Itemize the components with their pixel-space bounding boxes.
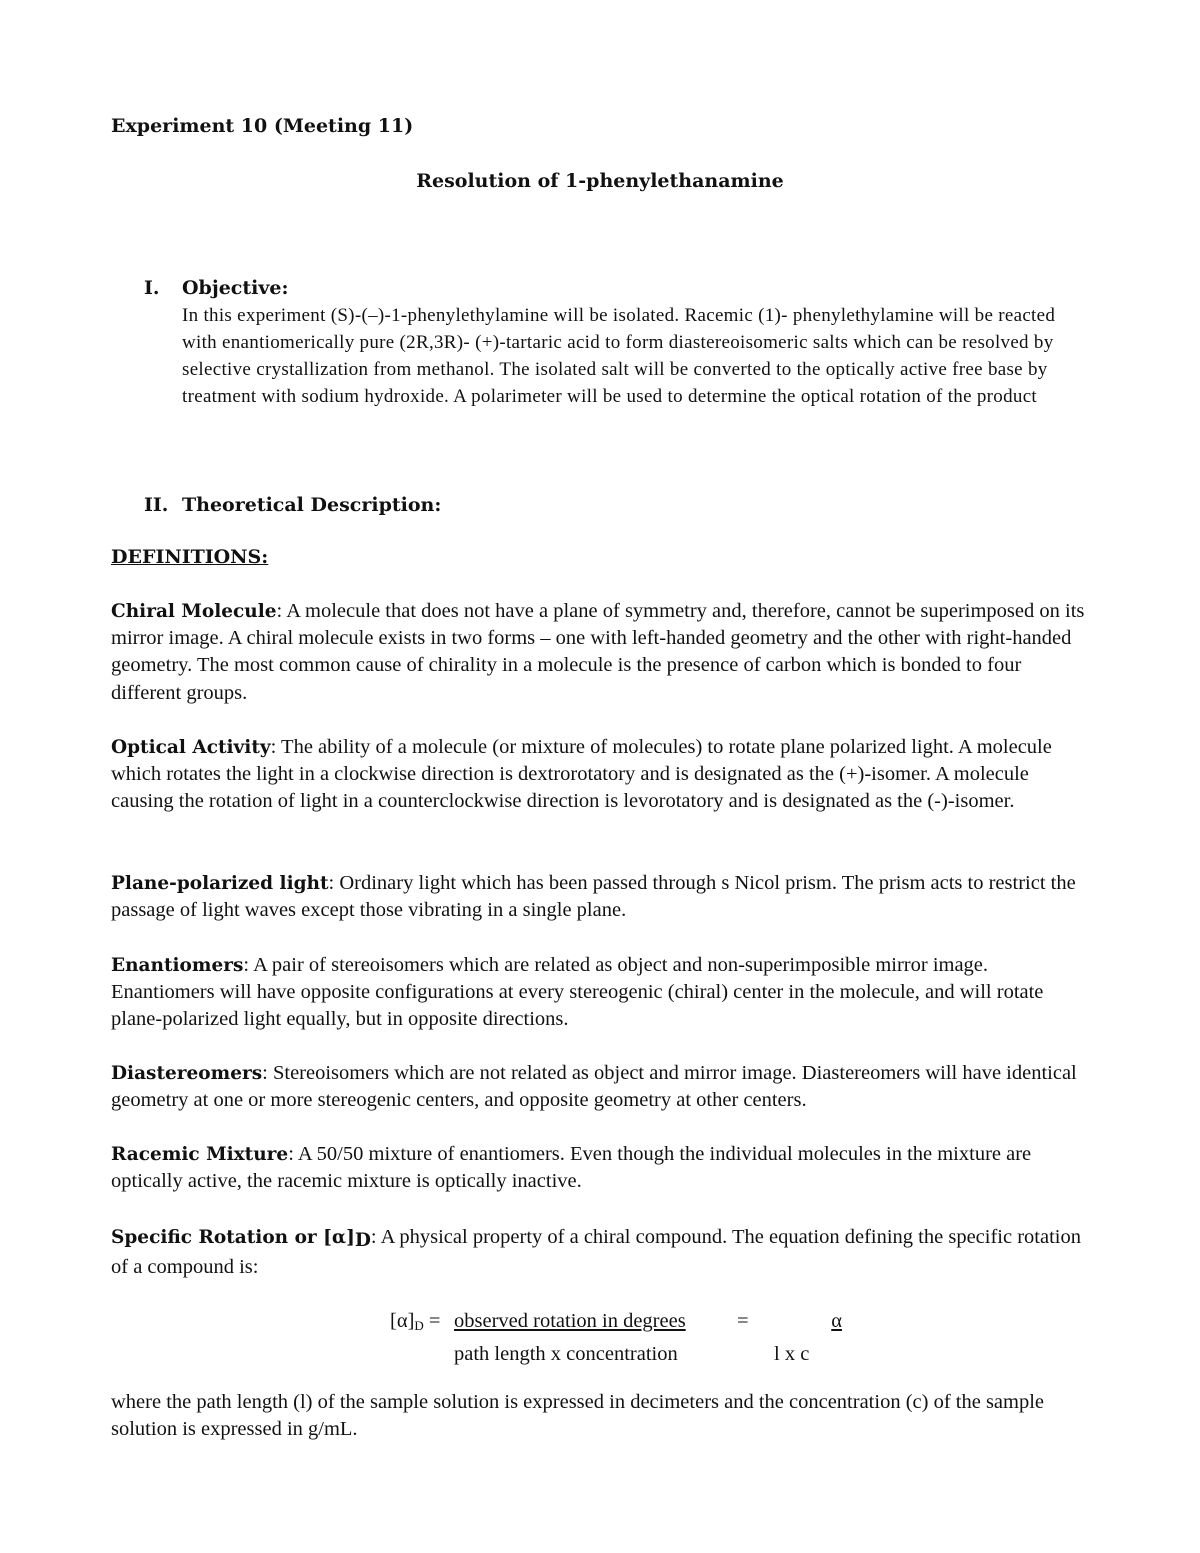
section-theoretical-description [144, 492, 1084, 519]
section-title: Objective: [182, 277, 289, 299]
definition-racemic-mixture [111, 1141, 1086, 1195]
objective-text: In this experiment (S)-(–)-1-phenylethylamine will be isolated. Racemic (1)- phenylethylamine will be reacted with enantiomerically pure (2R,3R)- (+)-tartaric acid to form diastereoisomeric salts which can be resolved by selective crystallization from methanol. The isolated salt will be converted to the optically active free base by treatment with sodium hydroxide. A polarimeter will be used to determine the optical rotation of the product [182, 305, 1056, 407]
equation-lhs-subscript: D [414, 1318, 424, 1333]
equation-spacer [390, 1340, 454, 1368]
equation-lhs-symbol: [α] [390, 1310, 415, 1332]
equation-lc: l x c [774, 1343, 810, 1365]
section-number: II. [144, 494, 169, 516]
equation-numerator-row [390, 1307, 854, 1340]
definition-specific-rotation [111, 1224, 1086, 1281]
section-title: Theoretical Description: [182, 494, 442, 516]
page-title: Resolution of 1-phenylethanamine [416, 170, 784, 192]
definition-chiral-molecule [111, 598, 1086, 707]
definitions-heading: DEFINITIONS: [111, 546, 269, 568]
definition-text: : A physical property of a chiral compound. The equation defining the specific rotation of a compound is: [111, 1226, 1081, 1279]
definition-diastereomers [111, 1060, 1086, 1114]
section-objective [144, 275, 1084, 410]
definition-term: Optical Activity [111, 737, 271, 758]
equation-denominator-row [390, 1340, 854, 1368]
definition-text: : A pair of stereoisomers which are related as object and non-superimposible mirror image. Enantiomers will have opposite configurations at every stereogenic (chiral) center in the molecule, and will rotate plane-polarized light equally, but in opposite directions. [111, 954, 1044, 1031]
equation-lhs [390, 1307, 454, 1340]
experiment-label: Experiment 10 (Meeting 11) [111, 115, 414, 137]
section-heading [144, 492, 1084, 519]
definition-plane-polarized-light [111, 870, 1086, 924]
definition-enantiomers [111, 952, 1086, 1034]
definition-text: : A molecule that does not have a plane of symmetry and, therefore, cannot be superimposed on its mirror image. A chiral molecule exists in two forms – one with left-handed geometry and the other with right-handed geometry. The most common cause of chirality in a molecule is the presence of carbon which is bonded to four different groups. [111, 600, 1085, 704]
definition-term: Diastereomers [111, 1063, 263, 1084]
closing-paragraph: where the path length (l) of the sample solution is expressed in decimeters and the concentration (c) of the sample solution is expressed in g/mL. [111, 1391, 1045, 1441]
equation-equals: = [423, 1310, 441, 1332]
specific-rotation-equation [390, 1307, 854, 1368]
definition-text: : Stereoisomers which are not related as object and mirror image. Diastereomers will have identical geometry at one or more stereogenic centers, and opposite geometry at other centers. [111, 1062, 1077, 1112]
definition-text: : The ability of a molecule (or mixture of molecules) to rotate plane polarized light. A molecule which rotates the light in a clockwise direction is dextrorotatory and is designated as the (+)-isomer. A molecule causing the rotation of light in a counterclockwise direction is levorotatory and is designated as the (-)-isomer. [111, 736, 1052, 813]
definition-term: Chiral Molecule [111, 601, 277, 622]
definition-term: Enantiomers [111, 955, 244, 976]
definition-text: : Ordinary light which has been passed through s Nicol prism. The prism acts to restrict the passage of light waves except those vibrating in a single plane. [111, 872, 1076, 922]
definition-term-subscript: D [354, 1230, 371, 1251]
definition-term: Racemic Mixture [111, 1144, 289, 1165]
equation-equals-second: = [737, 1310, 749, 1332]
equation-denominator: path length x concentration [454, 1343, 678, 1365]
definition-term: Plane-polarized light [111, 873, 329, 894]
definition-optical-activity [111, 734, 1086, 816]
section-number: I. [144, 277, 160, 299]
equation-alpha: α [831, 1310, 842, 1332]
section-heading [144, 275, 1084, 302]
definition-term: Specific Rotation or [α] [111, 1227, 355, 1248]
equation-numerator: observed rotation in degrees [454, 1310, 686, 1332]
definition-text: : A 50/50 mixture of enantiomers. Even though the individual molecules in the mixture are optically active, the racemic mixture is optically inactive. [111, 1143, 1032, 1193]
